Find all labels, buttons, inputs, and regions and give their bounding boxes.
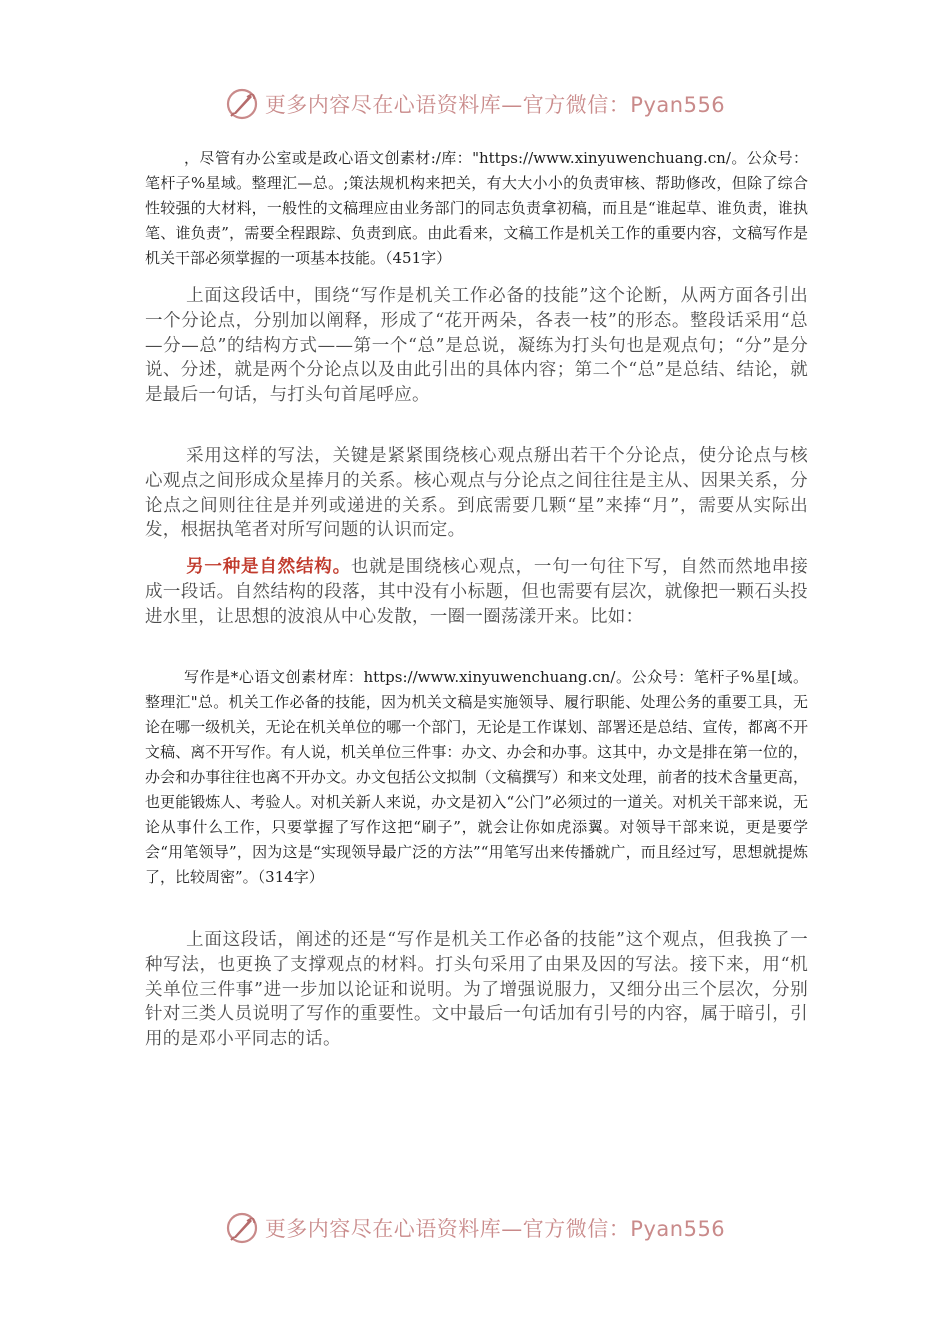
body-paragraph-3 bbox=[145, 555, 808, 629]
section-highlight: 另一种是自然结构。 bbox=[186, 557, 351, 577]
quill-pen-icon bbox=[225, 87, 259, 121]
body-paragraph-1: 上面这段话中，围绕“写作是机关工作必备的技能”这个论断，从两方面各引出一个分论点，分别加以阐释，形成了“花开两朵，各表一枝”的形态。整段话采用“总—分—总”的结构方式——第一个“总”是总说，凝练为打头句也是观点句；“分”是分说、分述，就是两个分论点以及由此引出的具体内容；第二个“总”是总结、结论，就是最后一句话，与打头句首尾呼应。 bbox=[145, 286, 808, 406]
footer-banner bbox=[0, 1208, 950, 1248]
body-paragraph-4: 上面这段话，阐述的还是“写作是机关工作必备的技能”这个观点，但我换了一种写法，也更换了支撑观点的材料。打头句采用了由果及因的写法。接下来，用“机关单位三件事”进一步加以论证和说明。为了增强说服力，又细分出三个层次，分别针对三类人员说明了写作的重要性。文中最后一句话加有引号的内容，属于暗引，引用的是邓小平同志的话。 bbox=[145, 930, 808, 1050]
quote-block-1 bbox=[145, 146, 808, 271]
quote-paragraph-1: ，尽管有办公室或是政心语文创素材:/库："https://www.xinyuwenchuang.cn/。公众号：笔杆子%星域。整理汇—总。;策法规机构来把关，有大大小小的负责审核、帮助修改，但除了综合性较强的大材料，一般性的文稿理应由业务部门的同志负责拿初稿，而且是“谁起草、谁负责，谁执笔、谁负责”，需要全程跟踪、负责到底。由此看来，文稿工作是机关工作的重要内容，文稿写作是机关干部必须掌握的一项基本技能。（451字） bbox=[145, 149, 808, 267]
footer-banner-text: 更多内容尽在心语资料库—官方微信：Pyan556 bbox=[264, 1217, 726, 1241]
body-paragraph-1-wrap bbox=[145, 284, 808, 408]
header-banner-text: 更多内容尽在心语资料库—官方微信：Pyan556 bbox=[264, 93, 726, 117]
header-banner bbox=[0, 84, 950, 124]
body-paragraph-2-wrap bbox=[145, 444, 808, 543]
quote-paragraph-2: 写作是*心语文创素材库：https://www.xinyuwenchuang.cn/。公众号：笔杆子%星[域。整理汇"总。机关工作必备的技能，因为机关文稿是实施领导、履行职能、处理公务的重要工具，无论在哪一级机关，无论在机关单位的哪一个部门，无论是工作谋划、部署还是总结、宣传，都离不开文稿、离不开写作。有人说，机关单位三件事：办文、办会和办事。这其中，办文是排在第一位的，办会和办事往往也离不开办文。办文包括公文拟制（文稿撰写）和来文处理，前者的技术含量更高，也更能锻炼人、考验人。对机关新人来说，办文是初入“公门”必须过的一道关。对机关干部来说，无论从事什么工作，只要掌握了写作这把“刷子”，就会让你如虎添翼。对领导干部来说，更是要学会“用笔领导”，因为这是“实现领导最广泛的方法”“用笔写出来传播就广，而且经过写，思想就提炼了，比较周密”。（314字） bbox=[145, 668, 808, 886]
body-paragraph-3-text: 也就是围绕核心观点，一句一句往下写，自然而然地串接成一段话。自然结构的段落，其中没有小标题，但也需要有层次，就像把一颗石头投进水里，让思想的波浪从中心发散，一圈一圈荡漾开来。比如： bbox=[145, 557, 808, 627]
body-paragraph-3-wrap bbox=[145, 555, 808, 629]
quill-pen-icon bbox=[225, 1211, 259, 1245]
quote-block-2 bbox=[145, 665, 808, 890]
body-paragraph-4-wrap bbox=[145, 928, 808, 1052]
body-paragraph-2: 采用这样的写法，关键是紧紧围绕核心观点掰出若干个分论点，使分论点与核心观点之间形成众星捧月的关系。核心观点与分论点之间往往是主从、因果关系，分论点之间则往往是并列或递进的关系。到底需要几颗“星”来捧“月”，需要从实际出发，根据执笔者对所写问题的认识而定。 bbox=[145, 446, 808, 541]
